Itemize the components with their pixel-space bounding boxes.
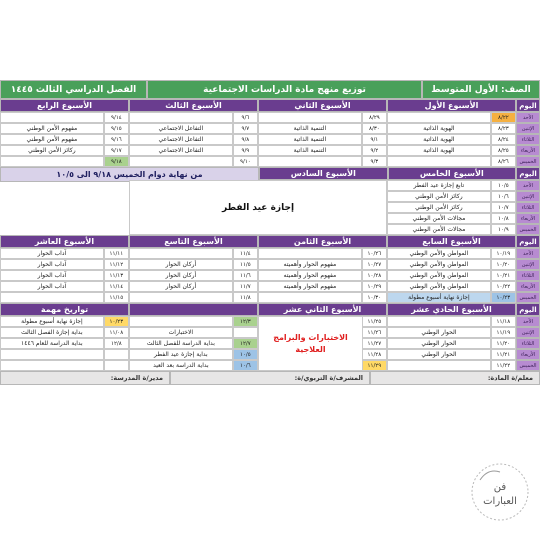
day-label: الثلاثاء — [516, 338, 540, 349]
date-cell: ١٠/٣٠ — [362, 292, 387, 303]
topic-cell: أركان الحوار — [129, 270, 233, 281]
topic-cell: مجالات الأمن الوطني — [387, 224, 491, 235]
date-cell: ١٠/٦ — [233, 360, 258, 371]
date-cell: ١١/٧ — [233, 281, 258, 292]
topic-cell — [258, 292, 362, 303]
topic-cell — [258, 248, 362, 259]
date-cell: ١٢/٧ — [233, 338, 258, 349]
topic-cell: آداب الحوار — [0, 281, 104, 292]
topic-cell: آداب الحوار — [0, 270, 104, 281]
date-cell: ٩/١٠ — [233, 156, 258, 167]
topic-cell — [0, 349, 104, 360]
date-cell: ١١/١١ — [104, 248, 129, 259]
week-title: الأسبوع التاسع — [129, 235, 258, 248]
topic-cell: مفهوم الحوار وأهميته — [258, 281, 362, 292]
week-title: الأسبوع الرابع — [0, 99, 129, 112]
date-cell: ١١/٢١ — [491, 349, 516, 360]
date-cell: ٨/٢٣ — [491, 123, 516, 134]
topic-cell: بداية الدراسة للعام ١٤٤٦ — [0, 338, 104, 349]
topic-cell: الاختبارات — [129, 327, 233, 338]
topic-cell — [129, 112, 233, 123]
topic-cell: تابع إجازة عيد الفطر — [387, 180, 491, 191]
topic-cell — [258, 112, 362, 123]
date-cell: ١١/٠٨ — [104, 327, 129, 338]
topic-cell: الحوار الوطني — [387, 327, 491, 338]
date-cell: ٩/١٥ — [104, 123, 129, 134]
date-cell: ٨/٢٥ — [491, 145, 516, 156]
topic-cell: أركان الحوار — [129, 281, 233, 292]
exams-remedial-label: الاختبارات والبرامج العلاجية — [258, 316, 363, 371]
topic-cell: ركائز الأمن الوطني — [387, 191, 491, 202]
topic-cell: مفهوم الأمن الوطني — [0, 134, 104, 145]
topic-cell: مفهوم الحوار وأهميته — [258, 270, 362, 281]
week-title: الأسبوع العاشر — [0, 235, 129, 248]
date-cell: ١٠/٢٦ — [362, 248, 387, 259]
topic-cell — [387, 156, 491, 167]
topic-cell — [129, 292, 233, 303]
week-title: الأسبوع الأول — [387, 99, 516, 112]
eid-band: من نهاية دوام الخميس ٩/١٨ الى ١٠/٥ — [0, 167, 259, 182]
block-weeks-1-4 — [0, 99, 540, 167]
topic-cell: آداب الحوار — [0, 259, 104, 270]
topic-cell: المواطن والأمن الوطني — [387, 281, 491, 292]
topic-cell: بداية الدراسة للفصل الثالث — [129, 338, 233, 349]
date-cell: ١٠/٧ — [491, 202, 516, 213]
date-cell: ١٠/٢٧ — [362, 259, 387, 270]
logo-line-2: العبارات — [483, 496, 517, 507]
date-cell: ١١/١٩ — [491, 327, 516, 338]
header-bar — [0, 80, 540, 99]
topic-cell — [129, 248, 233, 259]
topic-cell: بداية الدراسة بعد العيد — [129, 360, 233, 371]
week-title: الأسبوع الثامن — [258, 235, 387, 248]
topic-cell: التنمية الذاتية — [258, 134, 362, 145]
term-label: الفصل الدراسي الثالث ١٤٤٥ — [0, 80, 147, 99]
day-label: الإثنين — [516, 123, 540, 134]
topic-cell: بداية إجازة الفصل الثالث — [0, 327, 104, 338]
date-cell: ٩/٩ — [233, 145, 258, 156]
topic-cell: التفاعل الاجتماعي — [129, 145, 233, 156]
date-cell: ١٠/٢٢ — [491, 281, 516, 292]
date-cell: ١٠/٨ — [491, 213, 516, 224]
date-cell: ٨/٢٦ — [491, 156, 516, 167]
date-cell: ١٠/٢٠ — [491, 259, 516, 270]
topic-cell: الحوار الوطني — [387, 349, 491, 360]
date-cell: ١٠/٥ — [233, 349, 258, 360]
day-label: الأحد — [516, 112, 540, 123]
topic-cell: إجازة نهاية أسبوع مطولة — [0, 316, 104, 327]
date-cell: ٨/٢٤ — [491, 134, 516, 145]
day-label: الخميس — [516, 156, 540, 167]
topic-cell — [0, 292, 104, 303]
topic-cell: إجازة نهاية أسبوع مطولة — [387, 292, 491, 303]
date-cell: ١٠/٦ — [491, 191, 516, 202]
topic-cell: الهوية الذاتية — [387, 145, 491, 156]
topic-cell — [0, 112, 104, 123]
topic-cell — [258, 156, 362, 167]
date-cell — [104, 360, 129, 371]
signature-footer — [0, 371, 540, 385]
date-cell: ٩/١٦ — [104, 134, 129, 145]
class-label: الصف: الأول المتوسط — [422, 80, 540, 99]
supervisor-signature: المشرف/ة التربوي/ة: — [170, 371, 370, 385]
date-cell: ١١/١٤ — [104, 281, 129, 292]
topic-cell — [387, 360, 491, 371]
day-label: الأحد — [516, 180, 540, 191]
day-label: الثلاثاء — [516, 134, 540, 145]
week-title: الأسبوع الثالث — [129, 99, 258, 112]
day-label: الإثنين — [516, 327, 540, 338]
topic-cell: آداب الحوار — [0, 248, 104, 259]
topic-cell: التفاعل الاجتماعي — [129, 123, 233, 134]
date-cell — [104, 349, 129, 360]
teacher-signature: معلم/ة المادة: — [370, 371, 540, 385]
topic-cell — [387, 316, 491, 327]
topic-cell: ركائز الأمن الوطني — [387, 202, 491, 213]
date-cell: ٩/١ — [362, 134, 387, 145]
topic-cell — [387, 112, 491, 123]
day-label: الأحد — [516, 316, 540, 327]
date-cell: ٩/١٨ — [104, 156, 129, 167]
topic-cell: التنمية الذاتية — [258, 123, 362, 134]
date-cell: ٨/٢٩ — [362, 112, 387, 123]
week-title: الأسبوع السادس — [259, 167, 388, 180]
topic-cell: مفهوم الحوار وأهميته — [258, 259, 362, 270]
date-cell: ١٠/٢١ — [491, 270, 516, 281]
date-cell: ١١/١٢ — [104, 259, 129, 270]
date-cell — [233, 327, 258, 338]
day-label: الخميس — [516, 360, 540, 371]
date-cell: ١١/١٥ — [104, 292, 129, 303]
day-label: الأربعاء — [516, 145, 540, 156]
date-cell: ١١/٢٥ — [362, 316, 387, 327]
topic-cell: بداية إجازة عيد الفطر — [129, 349, 233, 360]
day-label: الخميس — [516, 224, 540, 235]
day-header: اليوم — [516, 303, 540, 316]
week-title: الأسبوع الخامس — [388, 167, 517, 180]
topic-cell — [0, 156, 104, 167]
principal-signature: مدير/ة المدرسة: — [0, 371, 170, 385]
date-cell: ١١/٢٦ — [362, 327, 387, 338]
date-cell: ١١/٢٠ — [491, 338, 516, 349]
date-cell: ١١/٨ — [233, 292, 258, 303]
topic-cell: الهوية الذاتية — [387, 134, 491, 145]
schedule-sheet — [0, 80, 540, 385]
date-cell: ٩/١٤ — [104, 112, 129, 123]
week-title: تواريخ مهمة — [0, 303, 129, 316]
topic-cell: ركائز الأمن الوطني — [0, 145, 104, 156]
topic-cell: المواطن والأمن الوطني — [387, 259, 491, 270]
topic-cell: مجالات الأمن الوطني — [387, 213, 491, 224]
day-label: الثلاثاء — [516, 202, 540, 213]
date-cell: ١٢/٣ — [233, 316, 258, 327]
day-label: الأربعاء — [516, 281, 540, 292]
week-title: الأسبوع الثاني — [258, 99, 387, 112]
topic-cell: الحوار الوطني — [387, 338, 491, 349]
date-cell: ١٠/٢٩ — [362, 281, 387, 292]
date-cell: ٩/١٧ — [104, 145, 129, 156]
date-cell: ٩/٧ — [233, 123, 258, 134]
date-cell: ١١/٢٧ — [362, 338, 387, 349]
day-label: الإثنين — [516, 259, 540, 270]
day-label: الأربعاء — [516, 349, 540, 360]
date-cell: ١١/٢٢ — [491, 360, 516, 371]
week-title: الأسبوع الحادي عشر — [387, 303, 516, 316]
date-cell: ١٠/٢٣ — [104, 316, 129, 327]
week-title: الأسبوع السابع — [387, 235, 516, 248]
topic-cell — [0, 360, 104, 371]
day-label: الإثنين — [516, 191, 540, 202]
date-cell: ٩/٣ — [362, 156, 387, 167]
day-label: الثلاثاء — [516, 270, 540, 281]
date-cell: ٨/٢٢ — [491, 112, 516, 123]
date-cell: ١١/٦ — [233, 270, 258, 281]
date-cell: ٩/٢ — [362, 145, 387, 156]
week-title — [129, 303, 258, 316]
date-cell: ١٠/٩ — [491, 224, 516, 235]
day-header: اليوم — [516, 167, 540, 180]
day-header: اليوم — [516, 99, 540, 112]
date-cell: ١٢/٨ — [104, 338, 129, 349]
day-label: الخميس — [516, 292, 540, 303]
week-title: الأسبوع الثاني عشر — [258, 303, 387, 316]
sheet-title: توزيع منهج مادة الدراسات الاجتماعية — [147, 80, 422, 99]
topic-cell: الهوية الذاتية — [387, 123, 491, 134]
day-label: الأربعاء — [516, 213, 540, 224]
date-cell: ٨/٣٠ — [362, 123, 387, 134]
date-cell: ١١/١٨ — [491, 316, 516, 327]
topic-cell: التفاعل الاجتماعي — [129, 134, 233, 145]
date-cell: ١٠/١٩ — [491, 248, 516, 259]
eid-holiday-label: إجازة عيد الفطر — [129, 180, 387, 235]
date-cell: ١١/٥ — [233, 259, 258, 270]
date-cell: ١١/٢٩ — [362, 360, 387, 371]
day-header: اليوم — [516, 235, 540, 248]
brand-logo — [468, 460, 532, 524]
date-cell: ١١/٤ — [233, 248, 258, 259]
date-cell: ١١/١٣ — [104, 270, 129, 281]
topic-cell: المواطن والأمن الوطني — [387, 270, 491, 281]
day-label: الأحد — [516, 248, 540, 259]
date-cell: ١٠/٢٣ — [491, 292, 516, 303]
topic-cell: أركان الحوار — [129, 259, 233, 270]
topic-cell — [129, 156, 233, 167]
date-cell: ٩/٦ — [233, 112, 258, 123]
topic-cell: التنمية الذاتية — [258, 145, 362, 156]
date-cell: ٩/٨ — [233, 134, 258, 145]
topic-cell — [129, 316, 233, 327]
topic-cell: المواطن والأمن الوطني — [387, 248, 491, 259]
logo-line-1: فن — [493, 482, 507, 493]
date-cell: ١٠/٢٨ — [362, 270, 387, 281]
topic-cell: مفهوم الأمن الوطني — [0, 123, 104, 134]
date-cell: ١١/٢٨ — [362, 349, 387, 360]
date-cell: ١٠/٥ — [491, 180, 516, 191]
